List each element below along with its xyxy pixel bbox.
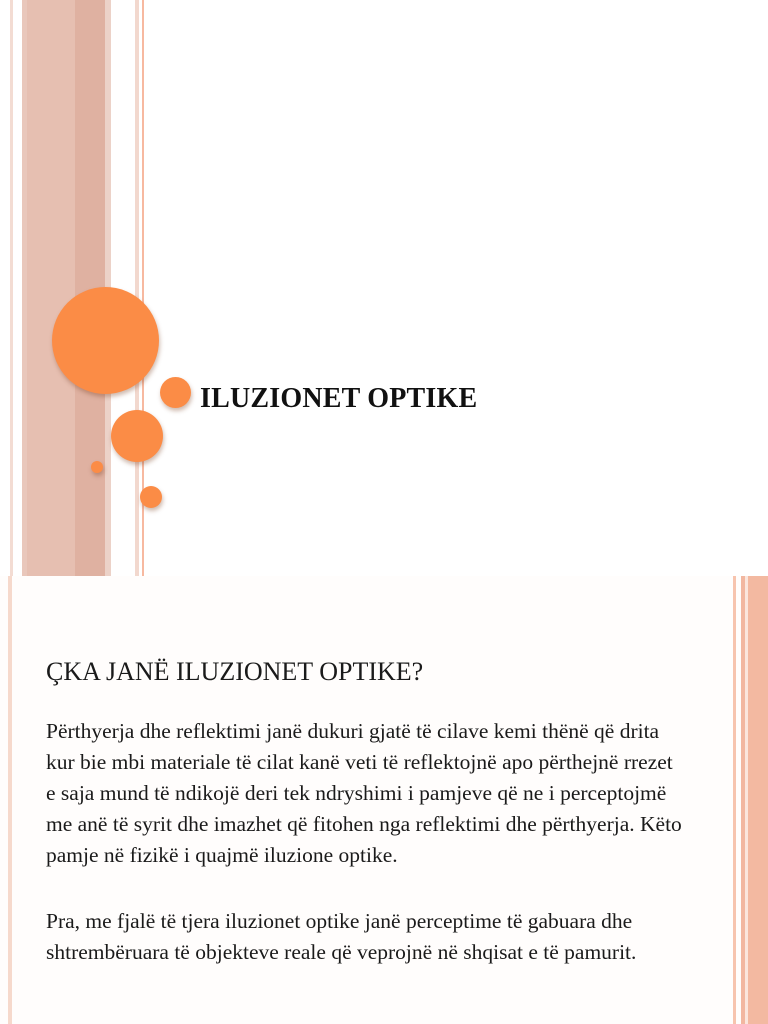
small-circle-decoration [160,377,191,408]
tiny-circle-decoration [91,461,103,473]
decorative-stripe [135,0,139,576]
paragraph: Përthyerja dhe reflektimi janë dukuri gjatë të cilave kemi thënë që drita kur bie mbi materiale të cilat kanë veti të reflektojnë apo përthejnë rrezet e saja mund të ndikojë deri tek ndryshimi i pamjeve që ne i perceptojmë me anë të syrit dhe imazhet që fitohen nga reflektimi dhe përthyerja. Këto pamje në fizikë i quajmë iluzione optike. [46,719,682,867]
small-circle-decoration [140,486,162,508]
content-slide [0,576,768,1024]
decorative-stripe [748,576,768,1024]
decorative-stripe [27,0,75,576]
decorative-stripe [733,576,736,1024]
large-circle-decoration [52,287,159,394]
medium-circle-decoration [111,410,163,462]
slide-heading: ÇKA JANË ILUZIONET OPTIKE? [46,657,424,686]
decorative-stripe [10,0,13,576]
slide-title: ILUZIONET OPTIKE [200,383,478,414]
decorative-stripe [8,576,12,1024]
paragraph: Pra, me fjalë të tjera iluzionet optike janë perceptime të gabuara dhe shtrembëruara të objekteve reale që veprojnë në shqisat e të pamurit. [46,909,637,964]
